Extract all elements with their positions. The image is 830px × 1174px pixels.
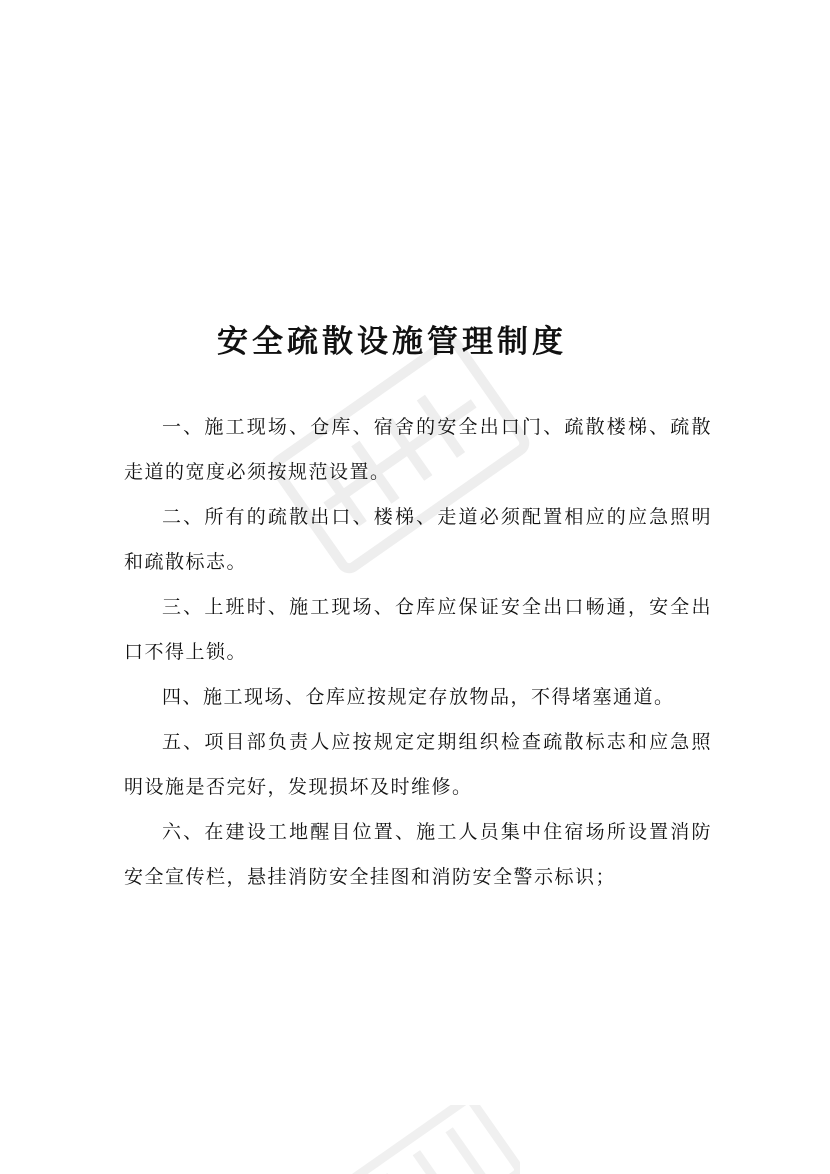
paragraph-6: 六、在建设工地醒目位置、施工人员集中住宿场所设置消防安全宣传栏，悬挂消防安全挂图和消防安全警示标识；: [124, 821, 712, 888]
document-body: [124, 405, 712, 900]
paragraph-2: 二、所有的疏散出口、楼梯、走道必须配置相应的应急照明和疏散标志。: [124, 506, 712, 573]
paragraph-5: 五、项目部负责人应按规定定期组织检查疏散标志和应急照明设施是否完好，发现损坏及时维修。: [124, 731, 712, 798]
paragraph-3: 三、上班时、施工现场、仓库应保证安全出口畅通，安全出口不得上锁。: [124, 596, 712, 663]
document-title: 安全疏散设施管理制度: [217, 324, 567, 360]
paragraph-1: 一、施工现场、仓库、宿舍的安全出口门、疏散楼梯、疏散走道的宽度必须按规范设置。: [124, 416, 712, 483]
watermark-logo-bottom: [330, 1105, 520, 1174]
paragraph-4: 四、施工现场、仓库应按规定存放物品，不得堵塞通道。: [162, 686, 675, 708]
